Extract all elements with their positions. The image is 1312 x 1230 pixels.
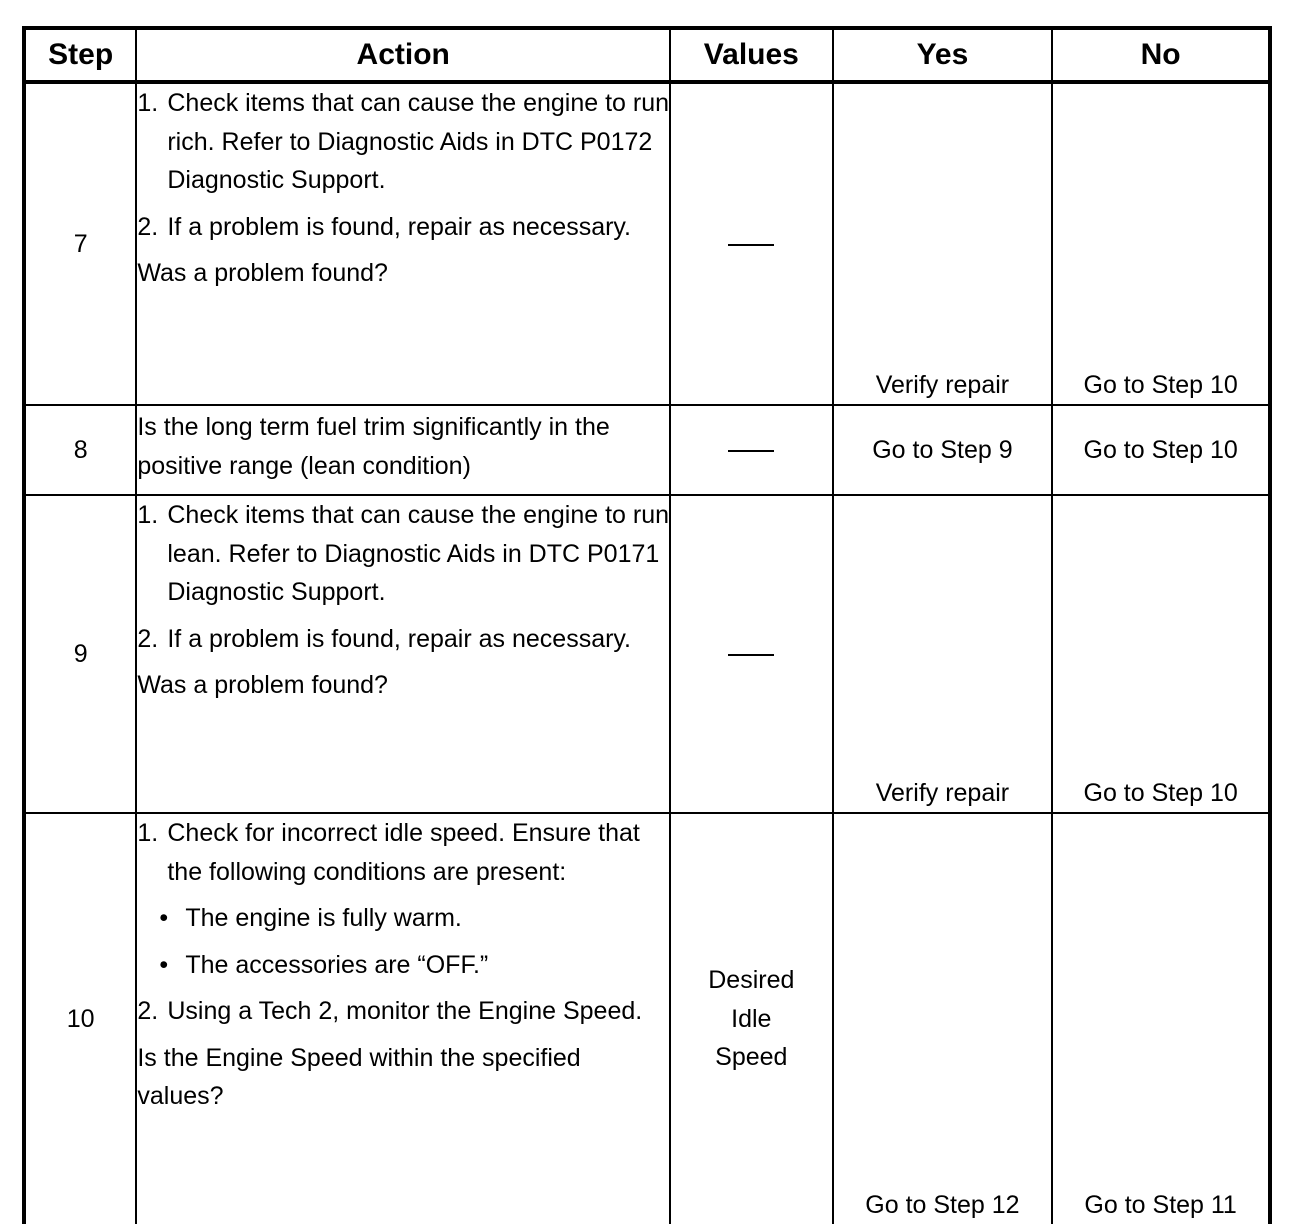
action-item: 2. If a problem is found, repair as necessary. [137,212,632,241]
values-line: Speed [715,1043,788,1072]
values-line: Idle [731,1004,772,1033]
values-cell [670,82,833,405]
action-item: 1. Check items that can cause the engine to run lean. Refer to Diagnostic Aids in DTC P0171 Diagnostic Support. [137,501,670,606]
table-row-step-7 [24,82,1270,405]
no-result: Go to Step 10 [1052,495,1270,813]
action-question: Was a problem found? [137,671,388,699]
header-no: No [1052,28,1270,82]
header-action: Action [136,28,670,82]
step-number: 10 [24,813,136,1224]
action-cell [136,82,670,405]
dash-placeholder [728,244,774,246]
header-values: Values [670,28,833,82]
action-item: 2. If a problem is found, repair as necessary. [137,624,632,653]
action-item: 1. Check for incorrect idle speed. Ensure that the following conditions are present: [137,819,640,886]
table-row-step-9 [24,495,1270,813]
action-item: 1. Check items that can cause the engine to run rich. Refer to Diagnostic Aids in DTC P0172 Diagnostic Support. [137,89,670,194]
no-result: Go to Step 10 [1052,82,1270,405]
action-item: 2. Using a Tech 2, monitor the Engine Speed. [137,997,643,1025]
diagnostic-table [22,26,1272,1224]
action-cell [136,405,670,495]
yes-result: Go to Step 12 [833,813,1053,1224]
step-number: 7 [24,82,136,405]
action-cell [136,495,670,813]
no-result: Go to Step 10 [1052,405,1270,495]
step-number: 8 [24,405,136,495]
yes-result: Go to Step 9 [833,405,1053,495]
header-step: Step [24,28,136,82]
values-line: Desired [708,966,795,995]
yes-result: Verify repair [833,82,1053,405]
header-row [24,28,1270,82]
step-number: 9 [24,495,136,813]
table-row-step-10 [24,813,1270,1224]
action-cell [136,813,670,1224]
bullet-item: • The accessories are “OFF.” [159,950,489,979]
values-cell [670,405,833,495]
action-question: Was a problem found? [137,259,388,287]
action-question: Is the long term fuel trim significantly in the positive range (lean condition) [137,413,610,480]
dash-placeholder [728,450,774,452]
values-cell [670,495,833,813]
values-cell [670,813,833,1224]
bullet-item: • The engine is fully warm. [159,904,462,932]
dash-placeholder [728,654,774,656]
no-result: Go to Step 11 [1052,813,1270,1224]
table-row-step-8 [24,405,1270,495]
action-question: Is the Engine Speed within the specified values? [137,1043,581,1110]
yes-result: Verify repair [833,495,1053,813]
header-yes: Yes [833,28,1053,82]
